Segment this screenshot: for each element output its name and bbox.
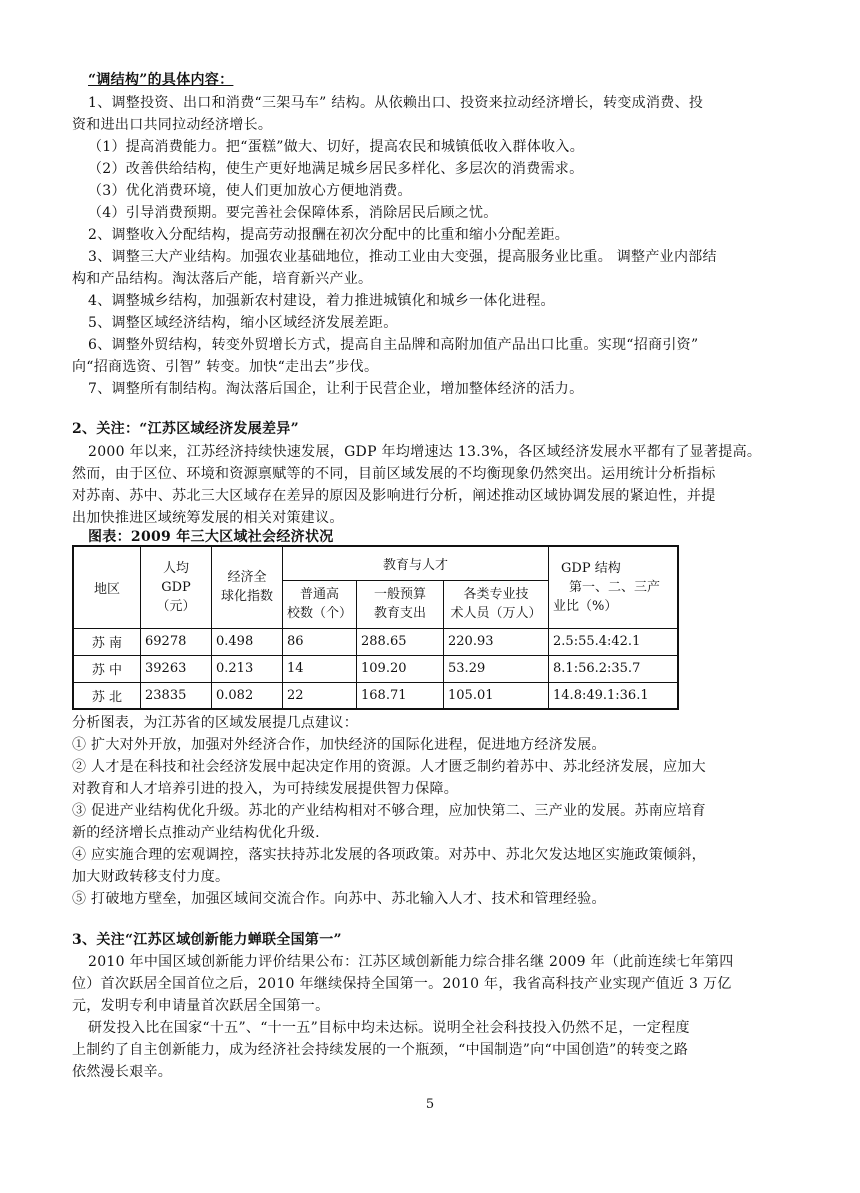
header-education: 教育与人才 — [283, 546, 549, 580]
cell-gdp: 23835 — [141, 682, 212, 709]
section1-line: 3、调整三大产业结构。加强农业基础地位，推动工业由大变强，提高服务业比重。 调整产业内部结 — [88, 249, 717, 265]
section2-line: 对苏南、苏中、苏北三大区域存在差异的原因及影响进行分析，阐述推动区域协调发展的紧迫性，并提 — [72, 488, 716, 504]
section1-line: 5、调整区域经济结构，缩小区域经济发展差距。 — [88, 315, 398, 331]
section1-line: 构和产品结构。淘汰落后产能，培育新兴产业。 — [72, 271, 373, 287]
section2-line: 然而，由于区位、环境和资源禀赋等的不同，目前区域发展的不均衡现象仍然突出。运用统计分析指标 — [72, 466, 716, 482]
cell-struct: 2.5:55.4:42.1 — [549, 628, 679, 655]
section1-line: 4、调整城乡结构，加强新农村建设，着力推进城镇化和城乡一体化进程。 — [88, 293, 555, 309]
cell-schools: 86 — [283, 628, 357, 655]
cell-index: 0.082 — [212, 682, 283, 709]
section2-after-line: 新的经济增长点推动产业结构优化升级. — [72, 825, 320, 841]
section2-after-line: ④ 应实施合理的宏观调控，落实扶持苏北发展的各项政策。对苏中、苏北欠发达地区实施政策倾斜， — [72, 847, 706, 863]
header-talent — [444, 580, 549, 628]
section2-after-line: 加大财政转移支付力度。 — [72, 869, 230, 885]
section2-after-line: ① 扩大对外开放，加强对外经济合作，加快经济的国际化进程，促进地方经济发展。 — [72, 737, 606, 753]
section2-line: 2000 年以来，江苏经济持续快速发展，GDP 年均增速达 13.3%，各区域经济发展水平都有了显著提高。 — [88, 444, 762, 460]
cell-talent: 105.01 — [444, 682, 549, 709]
table-caption: 图表：2009 年三大区域社会经济状况 — [88, 529, 334, 545]
header-gdp-line: GDP — [161, 579, 191, 595]
header-globalization — [212, 546, 283, 628]
section3-heading: 3、关注“江苏区域创新能力蝉联全国第一” — [72, 932, 342, 948]
cell-budget: 288.65 — [357, 628, 444, 655]
header-talent-line: 各类专业技 — [463, 587, 529, 602]
cell-gdp: 69278 — [141, 628, 212, 655]
cell-region: 苏 南 — [73, 628, 141, 655]
section1-line: 6、调整外贸结构，转变外贸增长方式，提高自主品牌和高附加值产品出口比重。实现“招商引资” — [88, 337, 699, 353]
cell-talent: 220.93 — [444, 628, 549, 655]
section1-line: 向“招商选资、引智” 转变。加快“走出去”步伐。 — [72, 359, 379, 375]
cell-gdp: 39263 — [141, 655, 212, 682]
header-region: 地区 — [73, 546, 141, 628]
section2-heading: 2、关注：“江苏区域经济发展差异” — [72, 421, 299, 437]
section3-line: 上制约了自主创新能力，成为经济社会持续发展的一个瓶颈，“中国制造”向“中国创造”的转变之路 — [72, 1042, 689, 1058]
header-budget-line: 一般预算 — [374, 587, 427, 602]
section1-line: 2、调整收入分配结构，提高劳动报酬在初次分配中的比重和缩小分配差距。 — [88, 227, 570, 243]
header-budget-line: 教育支出 — [374, 606, 427, 621]
cell-budget: 109.20 — [357, 655, 444, 682]
section1-line: （3）优化消费环境，使人们更加放心方便地消费。 — [88, 183, 412, 199]
table-row — [73, 655, 678, 682]
section2-after-line: ② 人才是在科技和社会经济发展中起决定作用的资源。人才匮乏制约着苏中、苏北经济发展，应加大 — [72, 759, 706, 775]
section1-line: （2）改善供给结构，使生产更好地满足城乡居民多样化、多层次的消费需求。 — [88, 161, 584, 177]
section2-after-line: ③ 促进产业结构优化升级。苏北的产业结构相对不够合理，应加快第二、三产业的发展。苏南应培育 — [72, 803, 706, 819]
table-row — [73, 628, 678, 655]
header-gdp-line: 人均 — [162, 560, 189, 576]
header-struct-line: GDP 结构 — [561, 560, 621, 576]
section1-heading: “调结构”的具体内容： — [88, 72, 234, 88]
header-schools-line: 普通高 — [300, 587, 340, 602]
table-row — [73, 682, 678, 709]
header-budget — [357, 580, 444, 628]
cell-talent: 53.29 — [444, 655, 549, 682]
region-table — [72, 545, 679, 710]
section2-after-line: 对教育和人才培养引进的投入，为可持续发展提供智力保障。 — [72, 781, 459, 797]
section1-line: （1）提高消费能力。把“蛋糕”做大、切好，提高农民和城镇低收入群体收入。 — [88, 139, 585, 155]
header-globalization-line: 经济全 — [227, 570, 267, 586]
cell-region: 苏 北 — [73, 682, 141, 709]
section1-line: 1、调整投资、出口和消费“三架马车” 结构。从依赖出口、投资来拉动经济增长，转变成消费、投 — [88, 95, 704, 111]
cell-schools: 14 — [283, 655, 357, 682]
cell-index: 0.498 — [212, 628, 283, 655]
section3-line: 研发投入比在国家“十五”、“十一五”目标中均未达标。说明全社会科技投入仍然不足，一定程度 — [88, 1020, 690, 1036]
header-globalization-line: 球化指数 — [220, 589, 273, 605]
header-schools-line: 校数（个） — [287, 606, 353, 621]
section3-line: 依然漫长艰辛。 — [72, 1064, 173, 1080]
section3-line: 位）首次跃居全国首位之后，2010 年继续保持全国第一。2010 年，我省高科技产业实现产值近 3 万亿 — [72, 976, 732, 992]
cell-schools: 22 — [283, 682, 357, 709]
section2-after-line: ⑤ 打破地方壁垒，加强区域间交流合作。向苏中、苏北输入人才、技术和管理经验。 — [72, 891, 606, 907]
header-schools — [283, 580, 357, 628]
section2-after-line: 分析图表，为江苏省的区域发展提几点建议： — [72, 715, 358, 731]
cell-struct: 14.8:49.1:36.1 — [549, 682, 679, 709]
section1-line: 资和进出口共同拉动经济增长。 — [72, 117, 273, 133]
header-struct-line: 业比（%） — [553, 598, 618, 614]
section3-line: 元，发明专利申请量首次跃居全国第一。 — [72, 998, 330, 1014]
section3-line: 2010 年中国区域创新能力评价结果公布：江苏区域创新能力综合排名继 2009 年（此前连续七年第四 — [88, 954, 734, 970]
cell-region: 苏 中 — [73, 655, 141, 682]
cell-struct: 8.1:56.2:35.7 — [549, 655, 679, 682]
section1-line: 7、调整所有制结构。淘汰落后国企，让利于民营企业，增加整体经济的活力。 — [88, 381, 584, 397]
cell-budget: 168.71 — [357, 682, 444, 709]
header-gdp-line: （元） — [156, 598, 196, 614]
header-gdp — [141, 546, 212, 628]
header-gdp-structure — [549, 546, 679, 628]
section2-line: 出加快推进区域统筹发展的相关对策建议。 — [72, 510, 344, 526]
section1-line: （4）引导消费预期。要完善社会保障体系，消除居民后顾之忧。 — [88, 205, 498, 221]
page-number: 5 — [425, 1097, 435, 1112]
cell-index: 0.213 — [212, 655, 283, 682]
header-struct-line: 第一、二、三产 — [569, 579, 661, 595]
header-talent-line: 术人员（万人） — [450, 606, 542, 621]
